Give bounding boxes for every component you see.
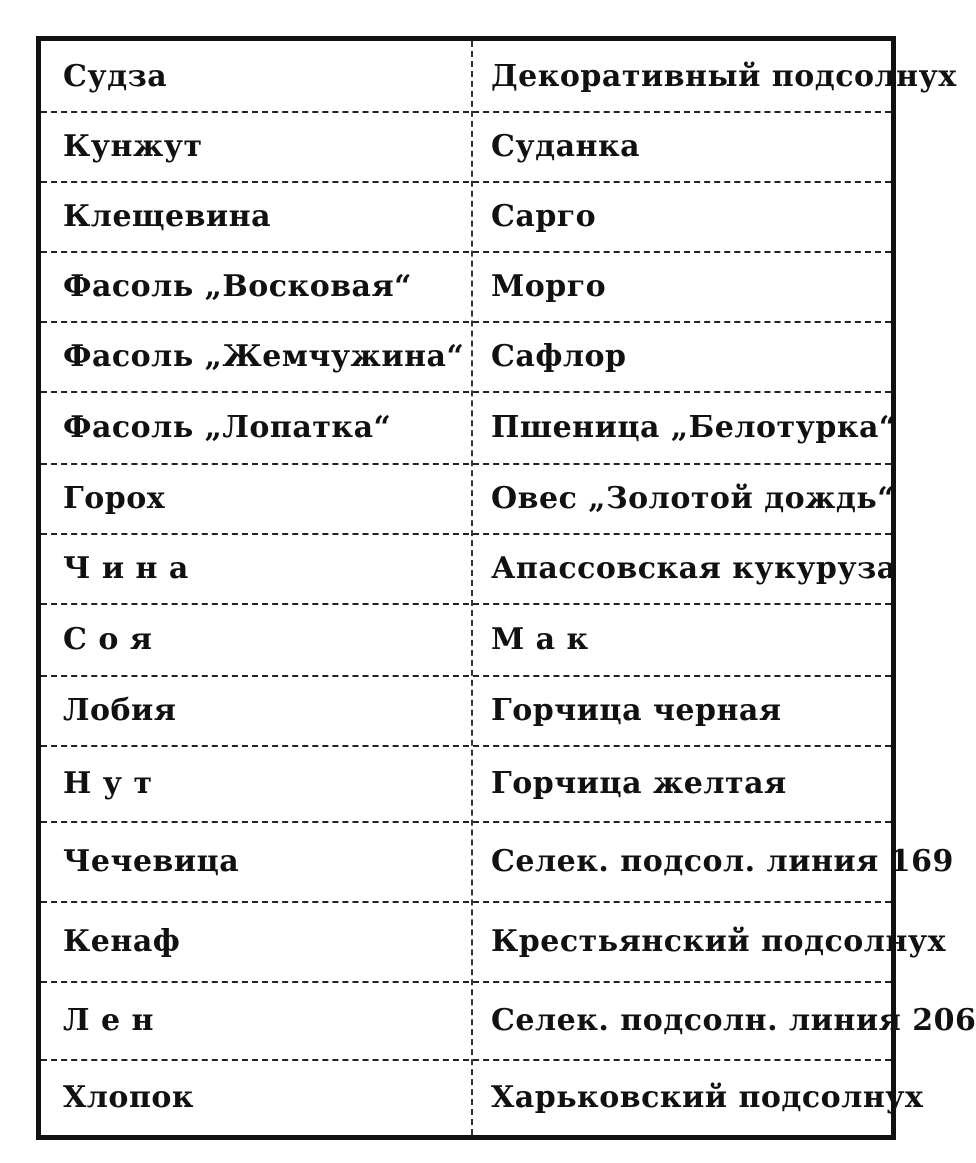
row-right-cell: Морго — [491, 268, 607, 304]
row-right-cell: Харьковский подсолнух — [491, 1079, 924, 1115]
row-right-cell: Горчица желтая — [491, 765, 787, 801]
table-row — [41, 41, 957, 111]
table-row — [41, 981, 976, 1059]
table-row — [41, 901, 947, 981]
table-row — [41, 675, 891, 745]
row-left-cell: Клещевина — [63, 198, 272, 234]
row-left-cell: Хлопок — [63, 1079, 195, 1115]
row-right-cell: Сафлор — [491, 338, 627, 374]
row-left-cell: Л е н — [63, 1002, 154, 1038]
row-right-cell: М а к — [491, 621, 589, 657]
row-right-cell: Суданка — [491, 128, 641, 164]
table-row — [41, 603, 891, 675]
row-left-cell: Кенаф — [63, 923, 181, 959]
table-row — [41, 533, 897, 603]
row-left-cell: Фасоль „Жемчужина“ — [63, 338, 465, 374]
table-row — [41, 111, 891, 181]
table-body — [41, 41, 976, 1135]
table-row — [41, 463, 896, 533]
row-left-cell: Фасоль „Лопатка“ — [63, 409, 392, 445]
row-left-cell: Ч и н а — [63, 550, 189, 586]
crop-table — [36, 36, 976, 1140]
table-row — [41, 745, 891, 821]
row-left-cell: Н у т — [63, 765, 153, 801]
row-left-cell: Чечевица — [63, 843, 240, 879]
table-row — [41, 821, 954, 901]
row-left-cell: Лобия — [63, 692, 177, 728]
table-row — [41, 391, 897, 463]
row-right-cell: Селек. подсол. линия 169 — [491, 843, 954, 879]
row-left-cell: Фасоль „Восковая“ — [63, 268, 412, 304]
row-right-cell: Сарго — [491, 198, 597, 234]
row-right-cell: Апассовская кукуруза — [491, 550, 897, 586]
row-right-cell: Селек. подсолн. линия 206 — [491, 1002, 976, 1038]
table-row — [41, 1059, 924, 1135]
row-right-cell: Декоративный подсолнух — [491, 58, 957, 94]
row-right-cell: Крестьянский подсолнух — [491, 923, 947, 959]
table-row — [41, 321, 891, 391]
row-right-cell: Овес „Золотой дождь“ — [491, 480, 896, 516]
row-right-cell: Горчица черная — [491, 692, 782, 728]
table-row — [41, 251, 891, 321]
row-left-cell: Судза — [63, 58, 168, 94]
row-left-cell: Горох — [63, 480, 166, 516]
table-row — [41, 181, 891, 251]
row-left-cell: С о я — [63, 621, 153, 657]
row-left-cell: Кунжут — [63, 128, 203, 164]
row-right-cell: Пшеница „Белотурка“ — [491, 409, 897, 445]
